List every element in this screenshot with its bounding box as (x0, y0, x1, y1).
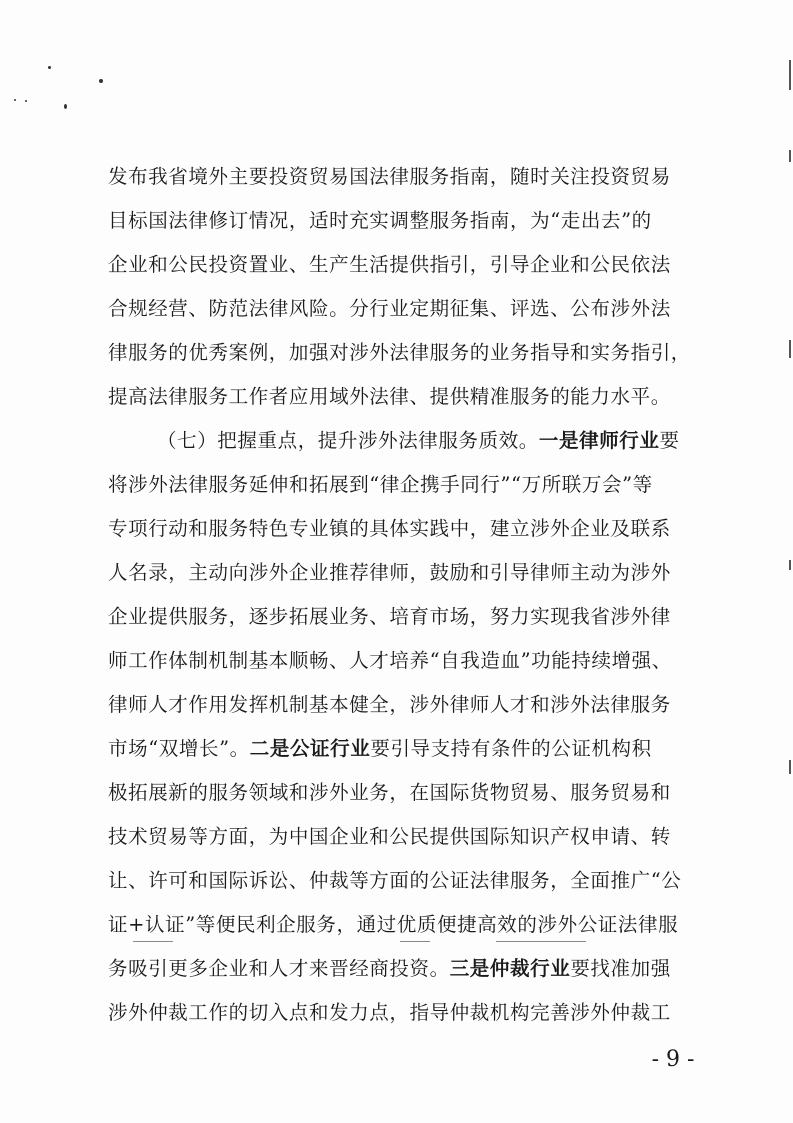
page-number: - 9 - (651, 1047, 695, 1072)
text-span: 务吸引更多企业和人才来晋经商投资。 (108, 957, 450, 980)
scan-speck (14, 99, 16, 101)
body-text-line: 人名录，主动向涉外企业推荐律师，鼓励和引导律师主动为涉外 (108, 561, 671, 584)
body-text-line: 让、许可和国际诉讼、仲裁等方面的公证法律服务，全面推广“公 (108, 869, 682, 892)
scan-edge-mark (789, 150, 791, 162)
body-text-line: 证+认证”等便民利企服务，通过优质便捷高效的涉外公证法律服 (108, 913, 679, 936)
body-text-line: 提高法律服务工作者应用域外法律、提供精准服务的能力水平。 (108, 385, 671, 408)
scan-speck (25, 100, 27, 102)
body-text-line: 师工作体制机制基本顺畅、人才培养“自我造血”功能持续增强、 (108, 649, 672, 672)
body-text-line: 技术贸易等方面，为中国企业和公民提供国际知识产权申请、转 (108, 825, 671, 848)
body-text-line: 目标国法律修订情况，适时充实调整服务指南，为“走出去”的 (108, 209, 652, 232)
scan-speck (64, 104, 67, 109)
body-text-line: 专项行动和服务特色专业镇的具体实践中，建立涉外企业及联系 (108, 517, 671, 540)
scan-speck (99, 79, 103, 83)
scan-dash (133, 941, 173, 942)
scan-dash (400, 941, 430, 942)
bold-keyword: 一是律师行业 (538, 429, 660, 452)
body-text-line: 将涉外法律服务延伸和拓展到“律企携手同行”“万所联万会”等 (108, 473, 653, 496)
scan-dash (496, 941, 586, 942)
body-text-line: 律师人才作用发挥机制基本健全，涉外律师人才和涉外法律服务 (108, 693, 671, 716)
body-text-line: 企业提供服务，逐步拓展业务、培育市场，努力实现我省涉外律 (108, 605, 671, 628)
scan-edge-mark (789, 60, 791, 90)
bold-keyword: 二是公证行业 (249, 737, 371, 760)
body-text-line: 极拓展新的服务领域和涉外业务，在国际货物贸易、服务贸易和 (108, 781, 671, 804)
body-text-line: 发布我省境外主要投资贸易国法律服务指南，随时关注投资贸易 (108, 165, 671, 188)
section-heading: （七）把握重点，提升涉外法律服务质效。 (157, 429, 539, 452)
body-text-line: 律服务的优秀案例，加强对涉外法律服务的业务指导和实务指引， (108, 341, 691, 364)
scan-edge-mark (789, 560, 791, 570)
body-text-line: 合规经营、防范法律风险。分行业定期征集、评选、公布涉外法 (108, 297, 671, 320)
body-text-line: 企业和公民投资置业、生产生活提供指引，引导企业和公民依法 (108, 253, 671, 276)
text-span: 要找准加强 (570, 957, 671, 980)
scan-edge-mark (789, 760, 791, 774)
body-text-line (108, 947, 693, 991)
body-text-line: 涉外仲裁工作的切入点和发力点，指导仲裁机构完善涉外仲裁工 (108, 1001, 671, 1024)
text-span: 要 (659, 429, 680, 452)
text-span: 市场“双增长”。 (108, 737, 250, 760)
bold-keyword: 三是仲裁行业 (449, 957, 571, 980)
text-span: 要引导支持有条件的公证机构积 (370, 737, 652, 760)
scan-edge-mark (789, 340, 791, 358)
body-text-line (108, 727, 693, 771)
scan-speck (48, 66, 51, 69)
paragraph-heading-line (157, 419, 693, 463)
